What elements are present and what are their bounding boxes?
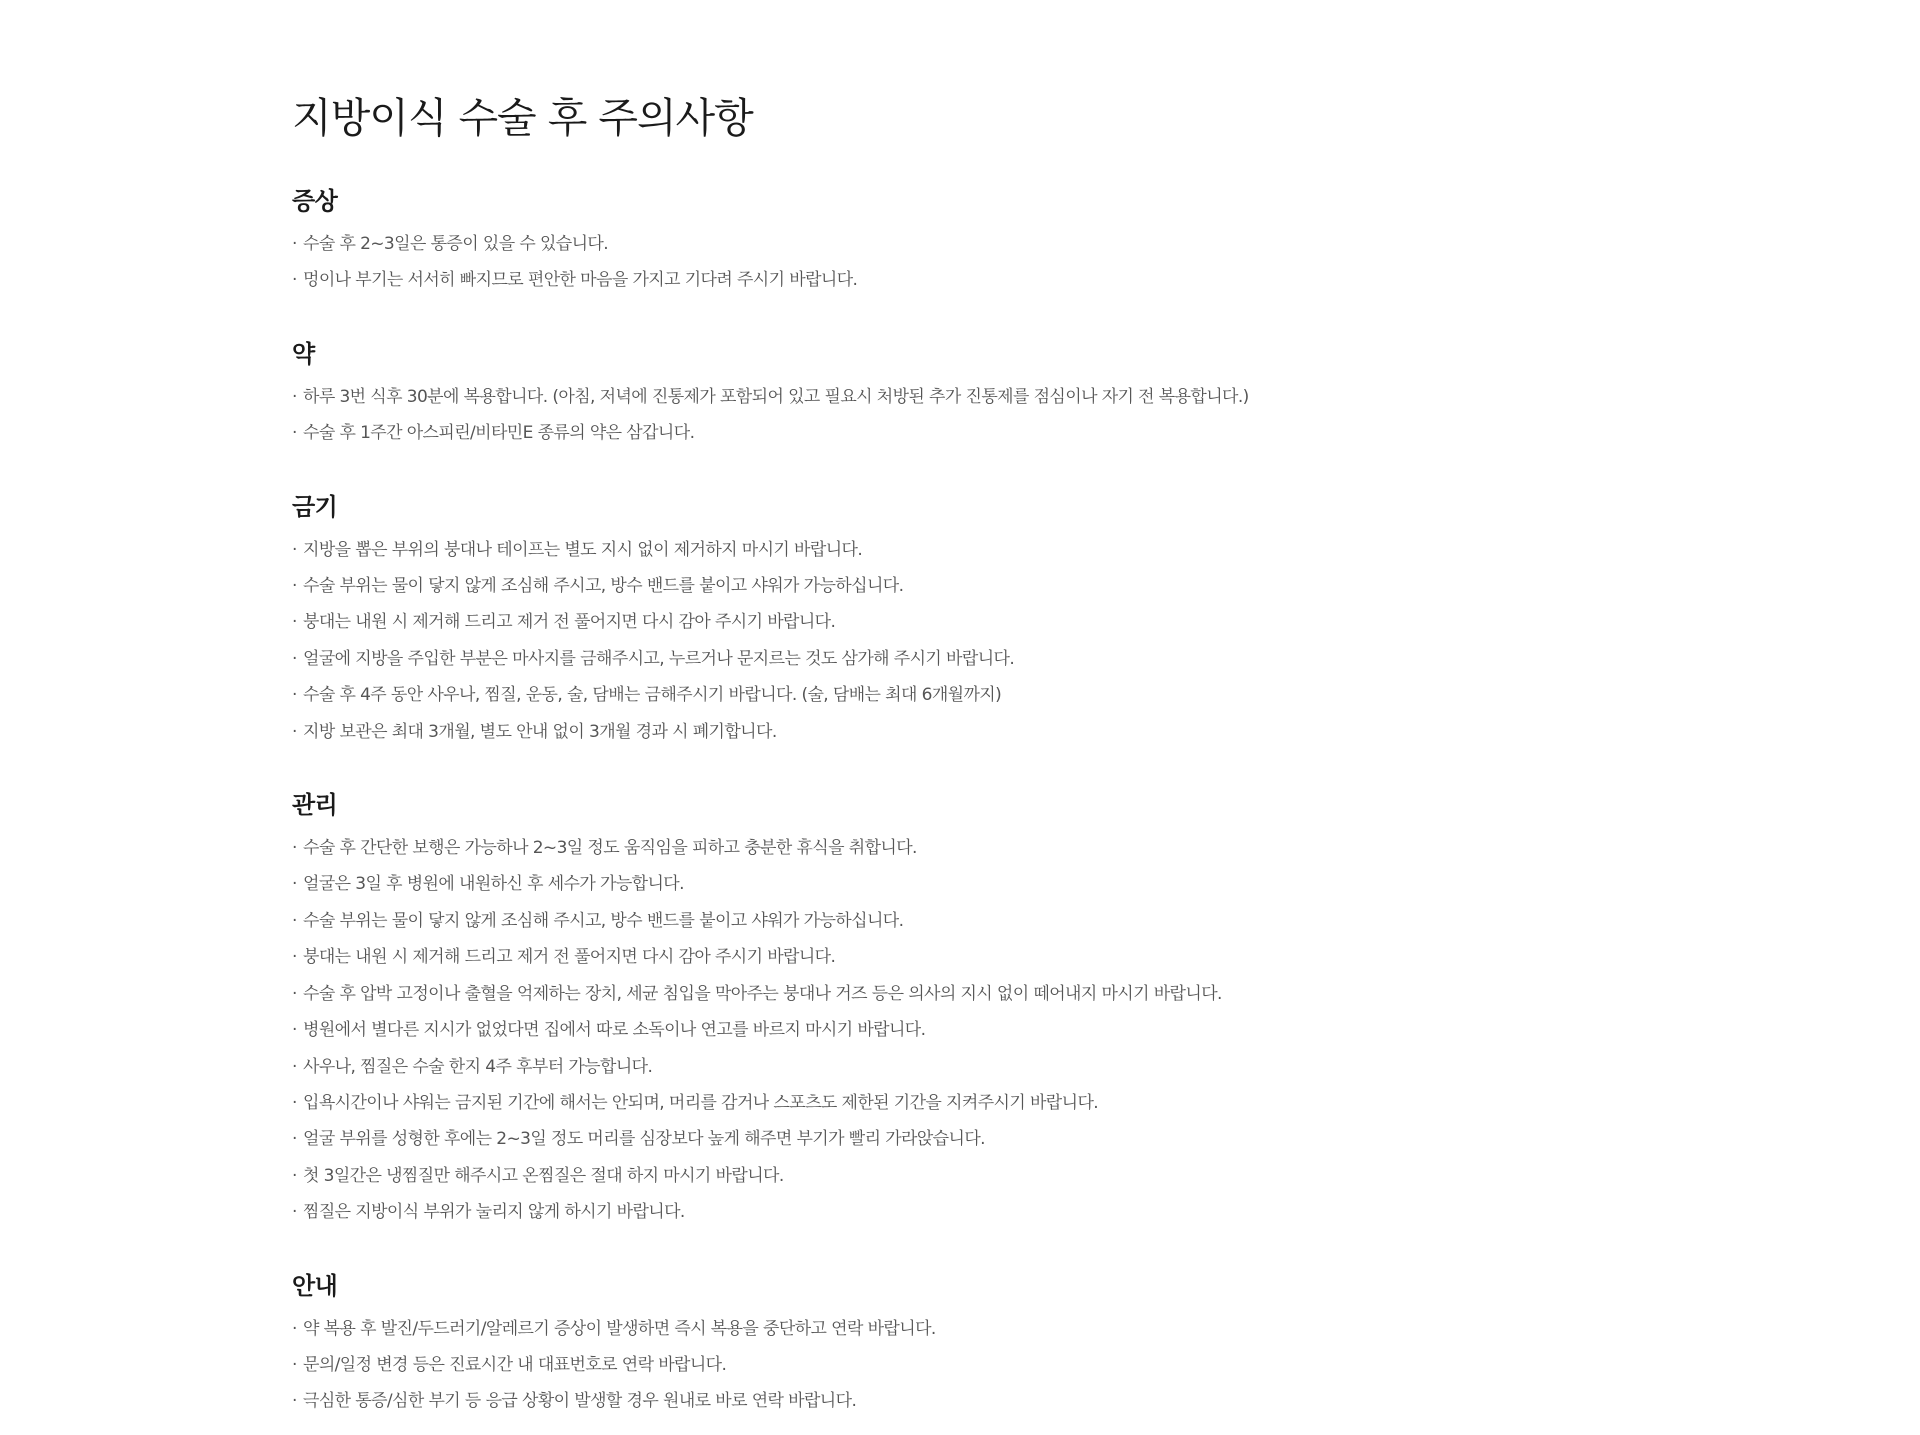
bullet: · xyxy=(292,648,297,669)
item-text: 멍이나 부기는 서서히 빠지므로 편안한 마음을 가지고 기다려 주시기 바랍니다. xyxy=(303,270,858,291)
list-item xyxy=(292,1012,1692,1048)
list-item xyxy=(292,226,1692,262)
list-item xyxy=(292,677,1692,713)
item-text: 입욕시간이나 샤워는 금지된 기간에 해서는 안되며, 머리를 감거나 스포츠도 제한된 기간을 지켜주시기 바랍니다. xyxy=(303,1092,1099,1113)
item-text: 찜질은 지방이식 부위가 눌리지 않게 하시기 바랍니다. xyxy=(303,1202,685,1223)
item-text: 수술 후 간단한 보행은 가능하나 2~3일 정도 움직임을 피하고 충분한 휴식을 취합니다. xyxy=(303,838,917,859)
item-text: 약 복용 후 발진/두드러기/알레르기 증상이 발생하면 즉시 복용을 중단하고 연락 바랍니다. xyxy=(303,1318,936,1339)
item-list xyxy=(292,226,1692,299)
item-text: 얼굴은 3일 후 병원에 내원하신 후 세수가 가능합니다. xyxy=(303,874,684,895)
item-text: 붕대는 내원 시 제거해 드리고 제거 전 풀어지면 다시 감아 주시기 바랍니다. xyxy=(303,947,836,968)
list-item xyxy=(292,1158,1692,1194)
content xyxy=(292,90,1692,1420)
section-heading: 증상 xyxy=(292,187,338,215)
bullet: · xyxy=(292,1020,297,1041)
item-text: 지방을 뽑은 부위의 붕대나 테이프는 별도 지시 없이 제거하지 마시기 바랍니다. xyxy=(303,539,863,560)
bullet: · xyxy=(292,1129,297,1150)
list-item xyxy=(292,379,1692,415)
bullet: · xyxy=(292,270,297,291)
section-heading: 금기 xyxy=(292,492,338,521)
item-text: 사우나, 찜질은 수술 한지 4주 후부터 가능합니다. xyxy=(303,1056,653,1077)
item-text: 수술 부위는 물이 닿지 않게 조심해 주시고, 방수 밴드를 붙이고 샤워가 가능하십니다. xyxy=(303,576,904,597)
bullet: · xyxy=(292,1056,297,1077)
bullet: · xyxy=(292,576,297,597)
list-item xyxy=(292,1347,1692,1383)
item-text: 수술 후 4주 동안 사우나, 찜질, 운동, 술, 담배는 금해주시기 바랍니다. (술, 담배는 최대 6개월까지) xyxy=(303,685,1002,706)
list-item xyxy=(292,641,1692,677)
item-text: 하루 3번 식후 30분에 복용합니다. (아침, 저녁에 진통제가 포함되어 있고 필요시 처방된 추가 진통제를 점심이나 자기 전 복용합니다.) xyxy=(303,386,1249,407)
item-text: 얼굴에 지방을 주입한 부분은 마사지를 금해주시고, 누르거나 문지르는 것도 삼가해 주시기 바랍니다. xyxy=(303,648,1015,669)
bullet: · xyxy=(292,947,297,968)
bullet: · xyxy=(292,539,297,560)
list-item xyxy=(292,939,1692,975)
item-text: 극심한 통증/심한 부기 등 응급 상황이 발생할 경우 원내로 바로 연락 바랍니다. xyxy=(303,1391,857,1412)
list-item xyxy=(292,903,1692,939)
list-item xyxy=(292,262,1692,298)
section-heading: 안내 xyxy=(292,1271,338,1300)
item-text: 수술 후 2~3일은 통증이 있을 수 있습니다. xyxy=(303,234,609,254)
bullet: · xyxy=(292,1354,297,1375)
list-item xyxy=(292,1311,1692,1347)
list-item xyxy=(292,604,1692,640)
item-text: 병원에서 별다른 지시가 없었다면 집에서 따로 소독이나 연고를 바르지 마시기 바랍니다. xyxy=(303,1020,926,1041)
section-prohibitions xyxy=(292,490,1692,750)
item-text: 첫 3일간은 냉찜질만 해주시고 온찜질은 절대 하지 마시기 바랍니다. xyxy=(303,1165,784,1186)
list-item xyxy=(292,830,1692,866)
item-text: 수술 후 1주간 아스피린/비타민E 종류의 약은 삼갑니다. xyxy=(303,423,695,444)
bullet: · xyxy=(292,721,297,742)
section-heading: 관리 xyxy=(292,791,338,820)
list-item xyxy=(292,976,1692,1012)
page-title: 지방이식 수술 후 주의사항 xyxy=(292,94,753,142)
item-text: 붕대는 내원 시 제거해 드리고 제거 전 풀어지면 다시 감아 주시기 바랍니다. xyxy=(303,612,836,633)
section-notice xyxy=(292,1269,1692,1420)
list-item xyxy=(292,866,1692,902)
item-text: 수술 후 압박 고정이나 출혈을 억제하는 장치, 세균 침입을 막아주는 붕대나 거즈 등은 의사의 지시 없이 떼어내지 마시기 바랍니다. xyxy=(303,983,1222,1004)
bullet: · xyxy=(292,1391,297,1412)
bullet: · xyxy=(292,234,297,254)
item-text: 지방 보관은 최대 3개월, 별도 안내 없이 3개월 경과 시 폐기합니다. xyxy=(303,721,777,742)
item-text: 얼굴 부위를 성형한 후에는 2~3일 정도 머리를 심장보다 높게 해주면 부기가 빨리 가라앉습니다. xyxy=(303,1129,985,1150)
bullet: · xyxy=(292,1092,297,1113)
item-text: 수술 부위는 물이 닿지 않게 조심해 주시고, 방수 밴드를 붙이고 샤워가 가능하십니다. xyxy=(303,910,904,931)
item-list xyxy=(292,379,1692,452)
item-text: 문의/일정 변경 등은 진료시간 내 대표번호로 연락 바랍니다. xyxy=(303,1354,727,1375)
section-symptoms xyxy=(292,184,1692,299)
list-item xyxy=(292,1049,1692,1085)
section-heading: 약 xyxy=(292,339,315,368)
bullet: · xyxy=(292,685,297,706)
item-list xyxy=(292,830,1692,1230)
list-item xyxy=(292,568,1692,604)
bullet: · xyxy=(292,1202,297,1223)
bullet: · xyxy=(292,1165,297,1186)
item-list xyxy=(292,532,1692,750)
list-item xyxy=(292,1121,1692,1157)
list-item xyxy=(292,1194,1692,1230)
section-medication xyxy=(292,337,1692,452)
bullet: · xyxy=(292,910,297,931)
bullet: · xyxy=(292,423,297,444)
bullet: · xyxy=(292,386,297,407)
item-list xyxy=(292,1311,1692,1420)
list-item xyxy=(292,1085,1692,1121)
bullet: · xyxy=(292,838,297,859)
bullet: · xyxy=(292,612,297,633)
bullet: · xyxy=(292,983,297,1004)
list-item xyxy=(292,532,1692,568)
bullet: · xyxy=(292,1318,297,1339)
bullet: · xyxy=(292,874,297,895)
section-care xyxy=(292,788,1692,1230)
list-item xyxy=(292,714,1692,750)
list-item xyxy=(292,415,1692,451)
list-item xyxy=(292,1383,1692,1419)
